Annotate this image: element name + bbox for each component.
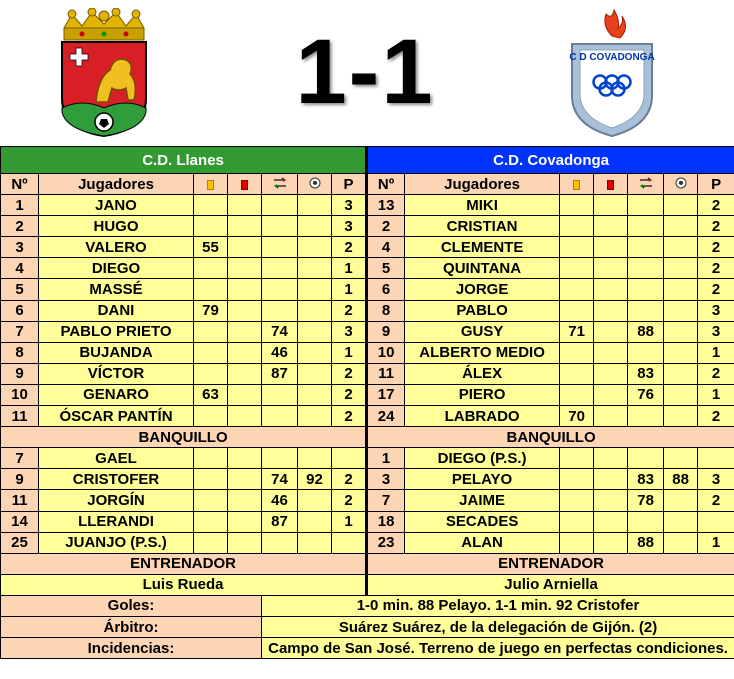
away-coach-heading: ENTRENADOR [367, 553, 734, 574]
red-card-minute [594, 384, 628, 405]
player-name: PIERO [405, 384, 560, 405]
substitution-minute [628, 300, 664, 321]
player-name: JORGE [405, 279, 560, 300]
home-coach-heading: ENTRENADOR [1, 553, 367, 574]
substitution-minute [262, 237, 298, 258]
substitution-minute: 46 [262, 342, 298, 363]
player-number: 13 [367, 195, 405, 216]
red-card-minute [228, 511, 262, 532]
player-points: 3 [332, 216, 367, 237]
player-number: 2 [367, 216, 405, 237]
player-number: 7 [1, 448, 39, 469]
red-card-minute [228, 321, 262, 342]
substitution-minute: 83 [628, 363, 664, 384]
player-points: 1 [698, 384, 734, 405]
substitution-minute: 87 [262, 363, 298, 384]
red-card-minute [228, 195, 262, 216]
goal-minute [298, 532, 332, 553]
player-points: 3 [332, 195, 367, 216]
substitution-minute [262, 406, 298, 427]
yellow-card-minute [560, 195, 594, 216]
player-points: 3 [698, 300, 734, 321]
player-number: 5 [367, 258, 405, 279]
header-red [594, 174, 628, 195]
player-points: 2 [698, 237, 734, 258]
player-name: JUANJO (P.S.) [39, 532, 194, 553]
red-card-minute [594, 469, 628, 490]
substitution-minute: 87 [262, 511, 298, 532]
header-red [228, 174, 262, 195]
substitution-minute [628, 448, 664, 469]
red-card-minute [594, 321, 628, 342]
player-name: DIEGO (P.S.) [405, 448, 560, 469]
substitution-minute [628, 406, 664, 427]
substitution-minute: 76 [628, 384, 664, 405]
yellow-card-minute: 55 [194, 237, 228, 258]
goal-minute [298, 342, 332, 363]
player-number: 3 [367, 469, 405, 490]
goal-minute [298, 448, 332, 469]
llanes-crest-icon [52, 8, 156, 138]
player-name: GUSY [405, 321, 560, 342]
yellow-card-minute [560, 384, 594, 405]
substitution-minute [262, 384, 298, 405]
player-points: 2 [332, 300, 367, 321]
player-name: HUGO [39, 216, 194, 237]
player-number: 2 [1, 216, 39, 237]
player-name: CRISTOFER [39, 469, 194, 490]
goal-minute [298, 363, 332, 384]
substitution-minute [262, 216, 298, 237]
player-points: 2 [698, 195, 734, 216]
player-number: 10 [1, 384, 39, 405]
player-name: ÓSCAR PANTÍN [39, 406, 194, 427]
substitution-minute: 88 [628, 321, 664, 342]
player-name: QUINTANA [405, 258, 560, 279]
away-coach-name: Julio Arniella [367, 574, 734, 595]
player-points: 2 [332, 490, 367, 511]
yellow-card-minute [560, 469, 594, 490]
player-name: JAIME [405, 490, 560, 511]
goal-minute [664, 321, 698, 342]
player-number: 8 [367, 300, 405, 321]
substitution-minute [628, 511, 664, 532]
player-points: 1 [698, 532, 734, 553]
player-number: 17 [367, 384, 405, 405]
substitution-minute [262, 258, 298, 279]
player-number: 7 [367, 490, 405, 511]
player-number: 18 [367, 511, 405, 532]
yellow-card-minute [194, 321, 228, 342]
red-card-minute [228, 237, 262, 258]
player-number: 23 [367, 532, 405, 553]
player-number: 11 [1, 490, 39, 511]
goal-minute [664, 490, 698, 511]
goal-minute [664, 448, 698, 469]
player-number: 7 [1, 321, 39, 342]
player-name: ALBERTO MEDIO [405, 342, 560, 363]
home-bench-heading: BANQUILLO [1, 427, 367, 448]
red-card-minute [594, 490, 628, 511]
player-name: LLERANDI [39, 511, 194, 532]
player-points [332, 532, 367, 553]
goal-minute [298, 258, 332, 279]
yellow-card-minute [194, 195, 228, 216]
red-card-minute [228, 216, 262, 237]
player-name: LABRADO [405, 406, 560, 427]
player-name: PELAYO [405, 469, 560, 490]
red-card-minute [594, 279, 628, 300]
ball-icon [675, 176, 687, 193]
yellow-card-minute [194, 469, 228, 490]
header-players: Jugadores [39, 174, 194, 195]
player-name: DANI [39, 300, 194, 321]
yellow-card-minute [560, 279, 594, 300]
ball-icon [309, 176, 321, 193]
yellow-card-minute [560, 300, 594, 321]
referee-label: Árbitro: [1, 616, 262, 637]
player-number: 24 [367, 406, 405, 427]
player-name: VÍCTOR [39, 363, 194, 384]
goal-minute: 92 [298, 469, 332, 490]
player-number: 11 [1, 406, 39, 427]
yellow-card-minute [560, 363, 594, 384]
header-sub [628, 174, 664, 195]
yellow-card-minute [194, 511, 228, 532]
header-points: P [698, 174, 734, 195]
substitution-minute [628, 237, 664, 258]
table-row [1, 237, 734, 258]
away-team-name: C.D. Covadonga [367, 147, 734, 174]
table-row [1, 195, 734, 216]
substitution-minute [628, 258, 664, 279]
player-name: CLEMENTE [405, 237, 560, 258]
yellow-card-minute [560, 448, 594, 469]
player-points: 2 [698, 279, 734, 300]
player-points: 2 [332, 363, 367, 384]
substitution-minute: 74 [262, 321, 298, 342]
substitution-minute [628, 216, 664, 237]
goal-minute [298, 279, 332, 300]
player-number: 4 [1, 258, 39, 279]
yellow-card-minute [194, 363, 228, 384]
header-num: Nº [367, 174, 405, 195]
substitution-minute [628, 195, 664, 216]
player-points: 2 [698, 363, 734, 384]
player-name: JANO [39, 195, 194, 216]
home-coach-name: Luis Rueda [1, 574, 367, 595]
player-points: 3 [698, 469, 734, 490]
player-points: 2 [698, 258, 734, 279]
goal-minute [664, 406, 698, 427]
red-card-minute [228, 363, 262, 384]
player-number: 10 [367, 342, 405, 363]
red-card-minute [594, 448, 628, 469]
substitution-minute [628, 342, 664, 363]
goal-minute [298, 490, 332, 511]
table-row [1, 532, 734, 553]
header-players: Jugadores [405, 174, 560, 195]
goal-minute [298, 237, 332, 258]
table-row [1, 448, 734, 469]
substitution-minute: 74 [262, 469, 298, 490]
red-card-minute [228, 469, 262, 490]
yellow-card-minute [194, 342, 228, 363]
yellow-card-minute [560, 216, 594, 237]
goal-minute [664, 342, 698, 363]
player-name: CRISTIAN [405, 216, 560, 237]
table-row [1, 279, 734, 300]
table-row [1, 469, 734, 490]
yellow-card-icon [207, 180, 214, 190]
header-sub [262, 174, 298, 195]
player-points: 1 [332, 342, 367, 363]
player-points: 1 [698, 342, 734, 363]
player-number: 1 [1, 195, 39, 216]
substitution-minute: 83 [628, 469, 664, 490]
goal-minute [664, 300, 698, 321]
yellow-card-minute: 71 [560, 321, 594, 342]
goals-label: Goles: [1, 595, 262, 616]
home-team-name: C.D. Llanes [1, 147, 367, 174]
yellow-card-minute [194, 490, 228, 511]
player-points: 3 [698, 321, 734, 342]
red-card-minute [594, 342, 628, 363]
player-number: 6 [1, 300, 39, 321]
red-card-icon [241, 180, 248, 190]
red-card-minute [594, 300, 628, 321]
red-card-minute [228, 342, 262, 363]
yellow-card-minute [194, 406, 228, 427]
player-points [698, 448, 734, 469]
red-card-minute [228, 300, 262, 321]
header-num: Nº [1, 174, 39, 195]
player-points: 1 [332, 279, 367, 300]
table-row [1, 490, 734, 511]
header-goal [664, 174, 698, 195]
red-card-minute [594, 511, 628, 532]
player-number: 9 [1, 363, 39, 384]
player-name: GENARO [39, 384, 194, 405]
player-points: 1 [332, 511, 367, 532]
table-row [1, 300, 734, 321]
player-name: MASSÉ [39, 279, 194, 300]
goals-text: 1-0 min. 88 Pelayo. 1-1 min. 92 Cristofer [262, 595, 734, 616]
red-card-icon [607, 180, 614, 190]
player-points: 2 [698, 216, 734, 237]
goal-minute [664, 279, 698, 300]
player-number: 9 [1, 469, 39, 490]
yellow-card-minute [560, 258, 594, 279]
lineups-table [0, 146, 734, 659]
goal-minute [664, 195, 698, 216]
table-row [1, 321, 734, 342]
player-number: 8 [1, 342, 39, 363]
substitution-minute [262, 532, 298, 553]
red-card-minute [228, 279, 262, 300]
referee-text: Suárez Suárez, de la delegación de Gijón. (2) [262, 616, 734, 637]
player-name: PABLO PRIETO [39, 321, 194, 342]
player-points [698, 511, 734, 532]
red-card-minute [594, 363, 628, 384]
player-points: 1 [332, 258, 367, 279]
yellow-card-minute [560, 342, 594, 363]
substitution-icon [639, 176, 653, 193]
substitution-minute [262, 279, 298, 300]
yellow-card-minute [194, 258, 228, 279]
goal-minute [664, 216, 698, 237]
player-name: ALAN [405, 532, 560, 553]
yellow-card-minute [194, 448, 228, 469]
player-number: 3 [1, 237, 39, 258]
yellow-card-minute [194, 532, 228, 553]
yellow-card-minute: 79 [194, 300, 228, 321]
red-card-minute [594, 237, 628, 258]
red-card-minute [228, 384, 262, 405]
player-name: MIKI [405, 195, 560, 216]
player-points: 3 [332, 321, 367, 342]
red-card-minute [228, 406, 262, 427]
table-row [1, 511, 734, 532]
incidents-label: Incidencias: [1, 638, 262, 659]
goal-minute [298, 384, 332, 405]
table-row [1, 342, 734, 363]
red-card-minute [594, 406, 628, 427]
svg-text:C D COVADONGA: C D COVADONGA [569, 52, 655, 63]
player-points: 2 [698, 490, 734, 511]
goal-minute: 88 [664, 469, 698, 490]
player-name: VALERO [39, 237, 194, 258]
player-points: 2 [698, 406, 734, 427]
player-points [332, 448, 367, 469]
goal-minute [664, 237, 698, 258]
yellow-card-minute [560, 490, 594, 511]
player-points: 2 [332, 469, 367, 490]
goal-minute [298, 511, 332, 532]
substitution-icon [273, 176, 287, 193]
goal-minute [664, 363, 698, 384]
goal-minute [664, 384, 698, 405]
player-name: ÁLEX [405, 363, 560, 384]
substitution-minute [262, 300, 298, 321]
goal-minute [298, 300, 332, 321]
yellow-card-minute [560, 237, 594, 258]
player-number: 6 [367, 279, 405, 300]
red-card-minute [228, 258, 262, 279]
player-points: 2 [332, 384, 367, 405]
player-number: 4 [367, 237, 405, 258]
goal-minute [298, 406, 332, 427]
header-goal [298, 174, 332, 195]
table-row [1, 384, 734, 405]
player-name: DIEGO [39, 258, 194, 279]
player-number: 11 [367, 363, 405, 384]
player-number: 9 [367, 321, 405, 342]
substitution-minute: 88 [628, 532, 664, 553]
red-card-minute [594, 216, 628, 237]
covadonga-crest-icon [562, 8, 662, 138]
header-yellow [194, 174, 228, 195]
yellow-card-minute: 63 [194, 384, 228, 405]
yellow-card-icon [573, 180, 580, 190]
header-yellow [560, 174, 594, 195]
substitution-minute [628, 279, 664, 300]
goal-minute [298, 321, 332, 342]
player-number: 1 [367, 448, 405, 469]
substitution-minute: 46 [262, 490, 298, 511]
red-card-minute [594, 258, 628, 279]
red-card-minute [228, 532, 262, 553]
table-row [1, 363, 734, 384]
table-row [1, 216, 734, 237]
match-header [0, 0, 734, 146]
goal-minute [298, 195, 332, 216]
red-card-minute [228, 448, 262, 469]
incidents-text: Campo de San José. Terreno de juego en perfectas condiciones. [262, 638, 734, 659]
player-points: 2 [332, 237, 367, 258]
goal-minute [664, 511, 698, 532]
player-number: 14 [1, 511, 39, 532]
yellow-card-minute [560, 532, 594, 553]
red-card-minute [228, 490, 262, 511]
table-row [1, 406, 734, 427]
yellow-card-minute [560, 511, 594, 532]
player-name: GAEL [39, 448, 194, 469]
yellow-card-minute: 70 [560, 406, 594, 427]
substitution-minute [262, 195, 298, 216]
red-card-minute [594, 532, 628, 553]
red-card-minute [594, 195, 628, 216]
player-name: JORGÍN [39, 490, 194, 511]
header-points: P [332, 174, 367, 195]
substitution-minute: 78 [628, 490, 664, 511]
yellow-card-minute [194, 216, 228, 237]
player-name: BUJANDA [39, 342, 194, 363]
goal-minute [664, 258, 698, 279]
table-row [1, 258, 734, 279]
yellow-card-minute [194, 279, 228, 300]
player-name: PABLO [405, 300, 560, 321]
player-number: 25 [1, 532, 39, 553]
goal-minute [664, 532, 698, 553]
player-number: 5 [1, 279, 39, 300]
substitution-minute [262, 448, 298, 469]
player-points: 2 [332, 406, 367, 427]
player-name: SECADES [405, 511, 560, 532]
goal-minute [298, 216, 332, 237]
match-score: 1-1 [295, 21, 435, 123]
away-bench-heading: BANQUILLO [367, 427, 734, 448]
